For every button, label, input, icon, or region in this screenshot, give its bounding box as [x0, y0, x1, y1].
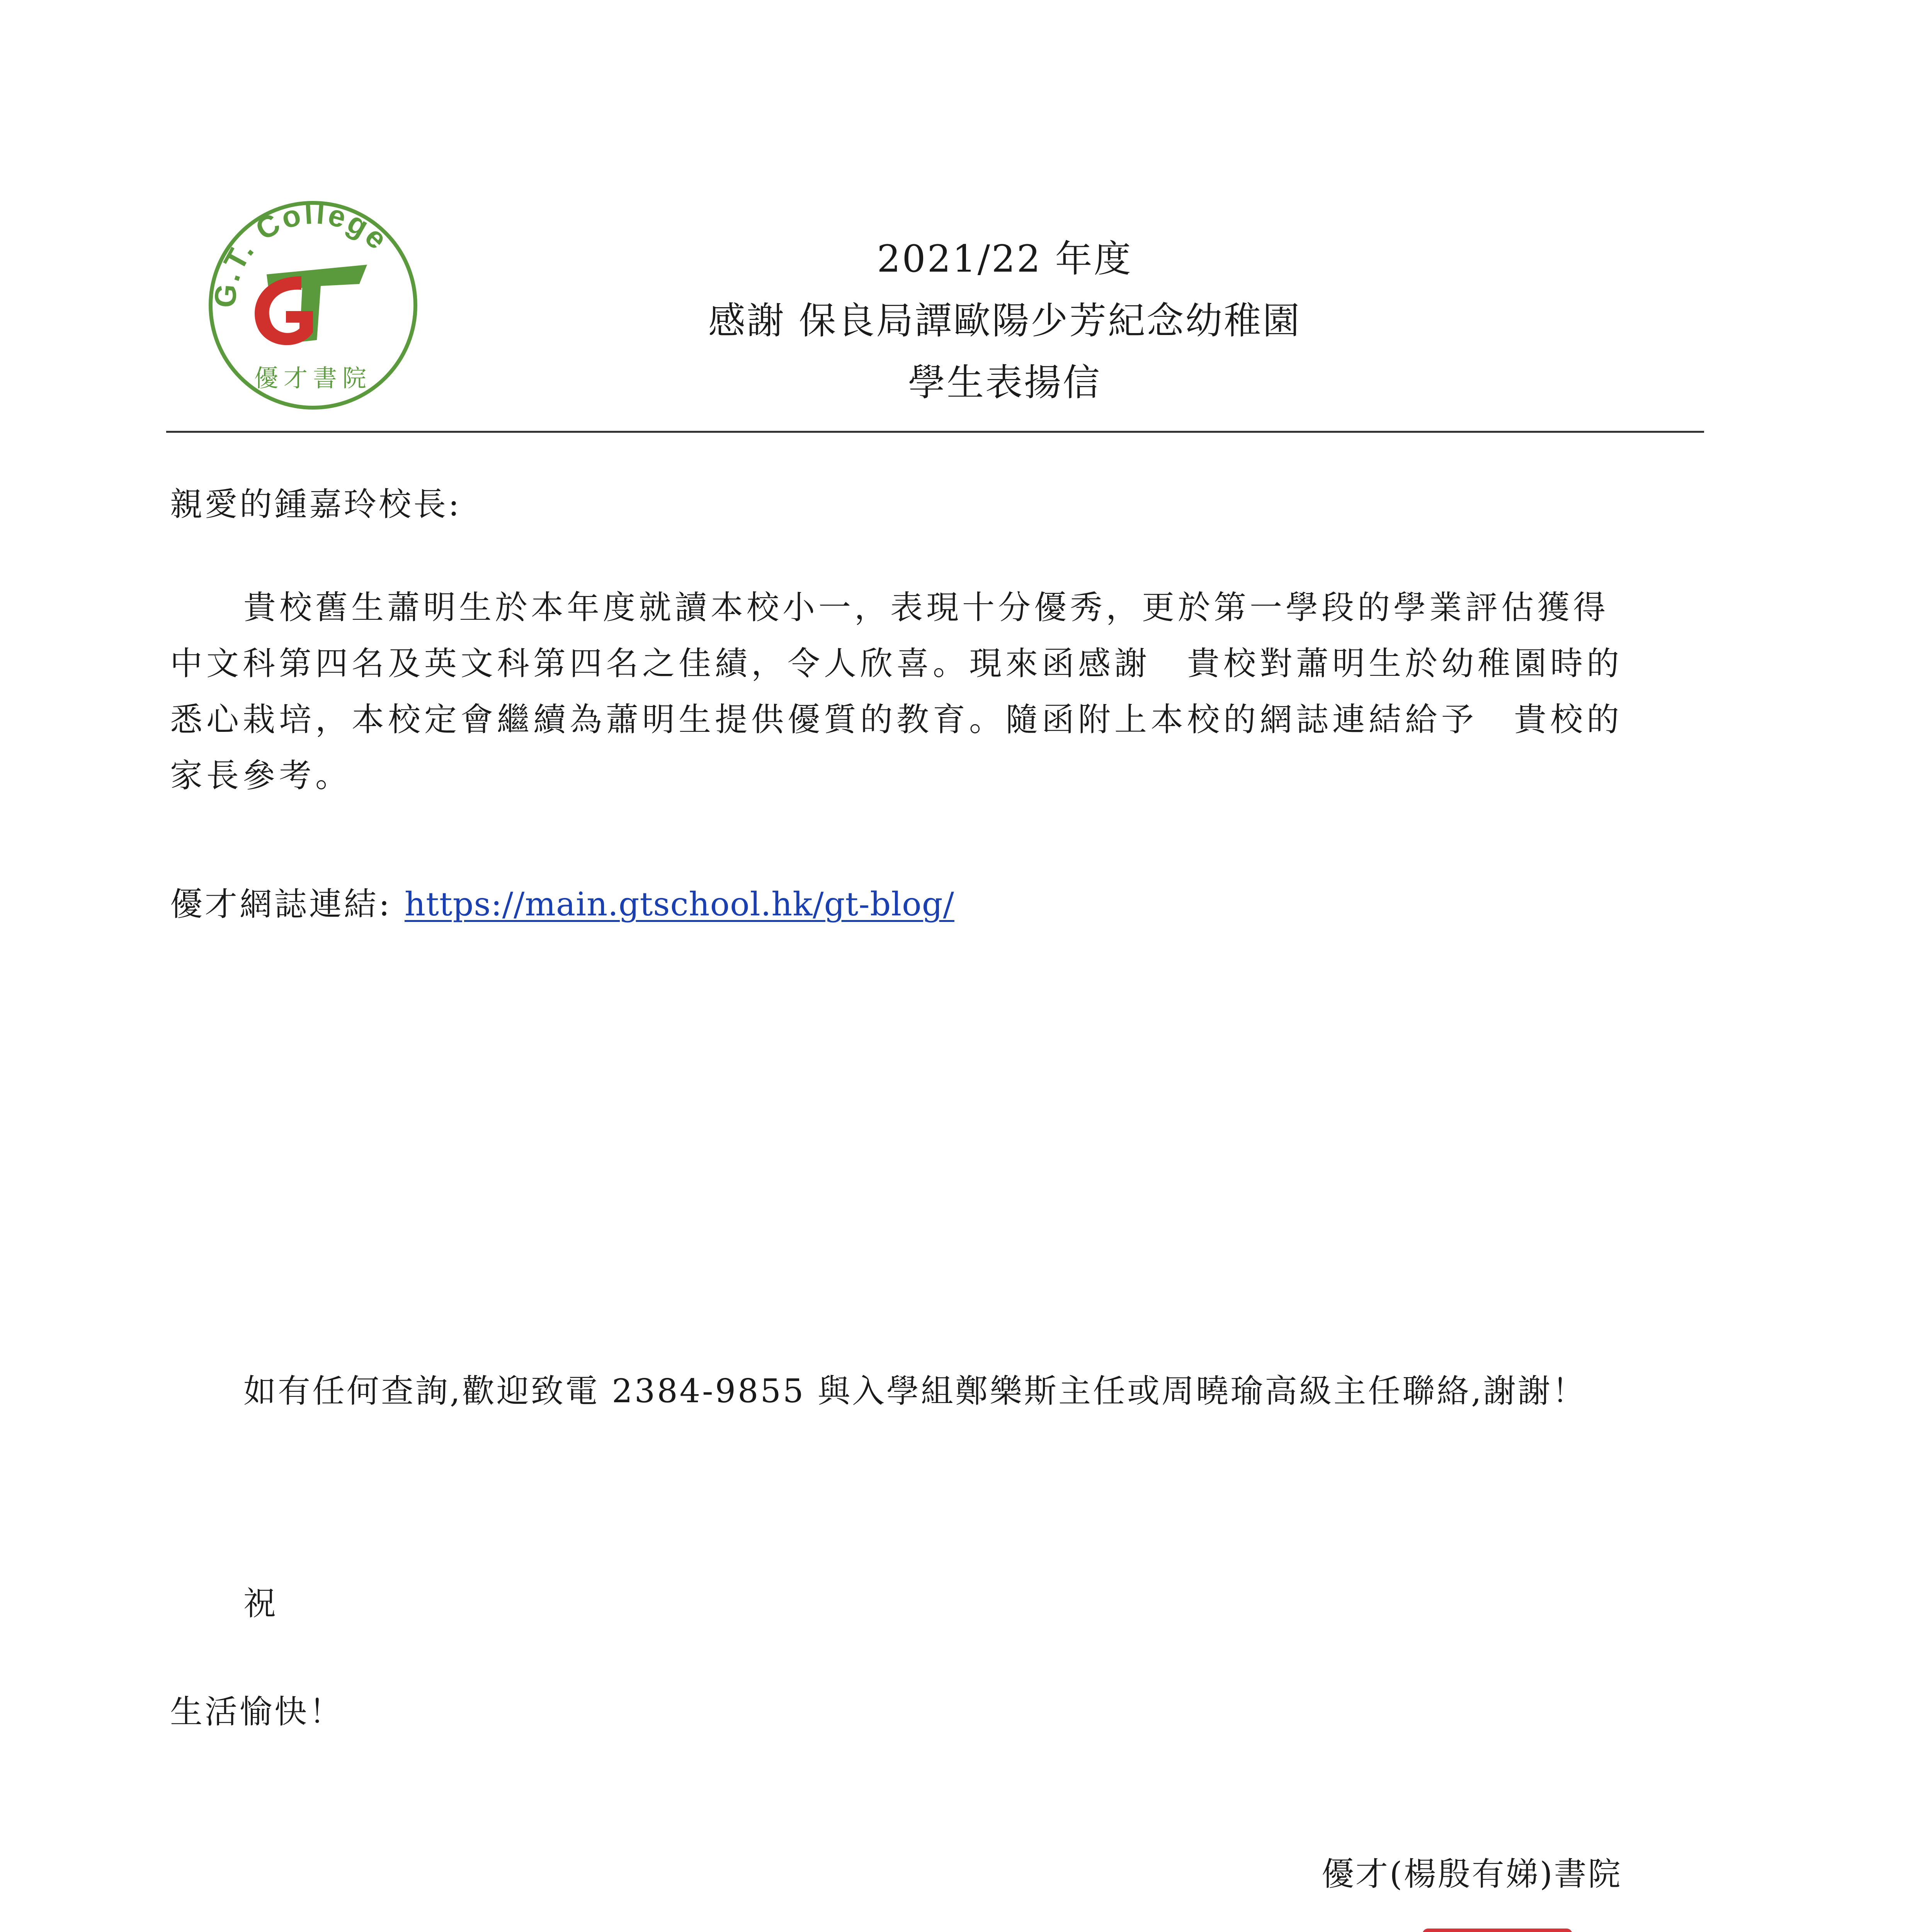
contact-info: 如有任何查詢,歡迎致電 2384-9855 與入學組鄭樂斯主任或周曉瑜高級主任聯絡,謝謝！ [243, 1372, 1587, 1410]
seal-stamp-icon [1422, 1928, 1573, 1932]
salutation: 親愛的鍾嘉玲校長: [170, 485, 462, 523]
svg-text:G.T. College: G.T. College [207, 196, 396, 309]
closing-blessing: 生活愉快！ [170, 1693, 344, 1731]
principal-seal [1422, 1928, 1573, 1932]
body-line: 中文科第四名及英文科第四名之佳績，令人欣喜。現來函感謝 貴校對蕭明生於幼稚園時的 [170, 645, 1623, 682]
title-year: 2021/22 年度 [877, 237, 1133, 281]
header-divider [166, 431, 1704, 433]
svg-text:優才書院: 優才書院 [254, 364, 372, 392]
blog-link[interactable]: https://main.gtschool.hk/gt-blog/ [405, 885, 954, 923]
school-logo [201, 193, 425, 417]
blog-link-label: 優才網誌連結: [170, 885, 405, 923]
blog-link-line [170, 881, 954, 927]
school-name: 優才(楊殷有娣)書院 [1322, 1855, 1622, 1893]
closing-wish: 祝 [243, 1585, 276, 1622]
letter-title [464, 228, 1546, 413]
body-line: 悉心栽培，本校定會繼續為蕭明生提供優質的教育。隨函附上本校的網誌連結給予 貴校的 [170, 701, 1623, 738]
body-line: 家長參考。 [170, 757, 352, 794]
gt-college-logo-icon [201, 193, 425, 417]
body-paragraph [170, 580, 1708, 804]
title-thanks: 感謝 保良局譚歐陽少芳紀念幼稚園 [708, 299, 1301, 342]
title-subject: 學生表揚信 [908, 361, 1101, 404]
body-line: 貴校舊生蕭明生於本年度就讀本校小一，表現十分優秀，更於第一學段的學業評估獲得 [243, 588, 1609, 626]
